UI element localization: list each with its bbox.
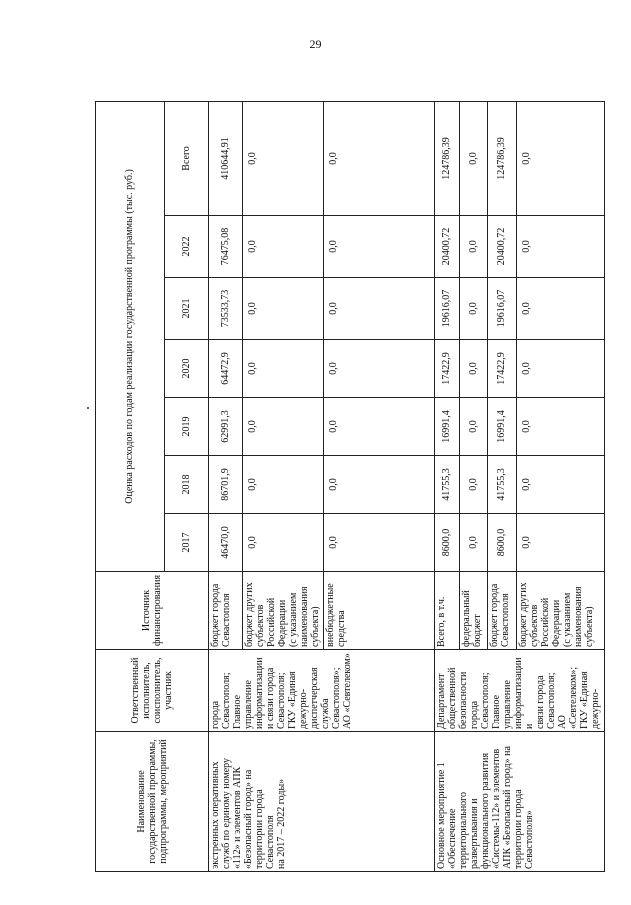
value-cell: 20400,72 (488, 216, 517, 278)
value-cell: 0,0 (324, 398, 435, 456)
value-cell: 0,0 (516, 514, 604, 572)
value-cell: 8600,0 (435, 514, 459, 572)
value-cell: 0,0 (459, 456, 488, 514)
header-year: 2021 (164, 278, 208, 340)
responsible-cell: города Севастополя; Главное управление информатизации и связи города Севастополя; ГКУ «Единая дежурно- диспетчерская служба Севастополя»; АО «Севтелеком» (209, 650, 435, 732)
value-cell: 0,0 (459, 398, 488, 456)
value-cell: 17422,9 (435, 340, 459, 398)
value-cell: 62991,3 (209, 398, 243, 456)
value-cell: 0,0 (243, 216, 324, 278)
total-cell: 124786,39 (488, 101, 517, 215)
value-cell: 16991,4 (488, 398, 517, 456)
value-cell: 0,0 (516, 340, 604, 398)
value-cell: 19616,07 (435, 278, 459, 340)
header-source: Источник финансирования (96, 572, 209, 650)
value-cell: 0,0 (516, 216, 604, 278)
source-cell: бюджет других субъектов Российской Федерации (с указанием наименования субъекта) (243, 572, 324, 650)
header-year: 2017 (164, 514, 208, 572)
responsible-cell: Департамент общественной безопасности города Севастополя; Главное управление информатизации и связи города Севастополя; АО «Севтелеком»; ГКУ «Единая дежурно- (435, 650, 605, 732)
value-cell: 46470,0 (209, 514, 243, 572)
source-cell: бюджет города Севастополя (209, 572, 243, 650)
value-cell: 0,0 (324, 514, 435, 572)
rotated-table-container (95, 102, 605, 872)
value-cell: 0,0 (324, 456, 435, 514)
value-cell: 73533,73 (209, 278, 243, 340)
value-cell: 41755,3 (488, 456, 517, 514)
source-cell: федеральный бюджет (459, 572, 488, 650)
source-cell: внебюджетные средства (324, 572, 435, 650)
total-cell: 0,0 (516, 101, 604, 215)
header-total: Всего (164, 101, 208, 215)
scan-dot (87, 407, 89, 409)
header-responsible: Ответственный исполнитель, соисполнитель, участник (96, 650, 209, 732)
total-cell: 124786,39 (435, 101, 459, 215)
header-estimate: Оценка расходов по годам реализации государственной программы (тыс. руб.) (96, 101, 165, 571)
value-cell: 0,0 (324, 216, 435, 278)
value-cell: 0,0 (516, 398, 604, 456)
value-cell: 86701,9 (209, 456, 243, 514)
header-name: Наименование государственной программы, подпрограммы, мероприятий (96, 732, 209, 872)
value-cell: 0,0 (324, 278, 435, 340)
table-header-row (96, 101, 165, 871)
value-cell: 20400,72 (435, 216, 459, 278)
value-cell: 0,0 (459, 340, 488, 398)
value-cell: 0,0 (324, 340, 435, 398)
total-cell: 0,0 (324, 101, 435, 215)
value-cell: 0,0 (243, 340, 324, 398)
value-cell: 0,0 (516, 456, 604, 514)
source-cell: бюджет города Севастополя (488, 572, 517, 650)
value-cell: 0,0 (243, 456, 324, 514)
value-cell: 76475,08 (209, 216, 243, 278)
value-cell: 0,0 (459, 278, 488, 340)
expenditure-table (95, 101, 605, 872)
value-cell: 0,0 (516, 278, 604, 340)
value-cell: 41755,3 (435, 456, 459, 514)
value-cell: 19616,07 (488, 278, 517, 340)
value-cell: 64472,9 (209, 340, 243, 398)
program-name-cell: экстренных оперативных служб по единому номеру «112» и элементов АПК «Безопасный город» на территории города Севастополя на 2017 – 2022 годы» (209, 732, 435, 872)
value-cell: 17422,9 (488, 340, 517, 398)
value-cell: 0,0 (243, 398, 324, 456)
total-cell: 0,0 (243, 101, 324, 215)
program-name-cell: Основное мероприятие 1 «Обеспечение территориального развертывания и функционального развития «Системы-112» и элементов АПК «Безопасный город» на территории города Севастополя» (435, 732, 605, 872)
value-cell: 0,0 (243, 278, 324, 340)
page-number: 29 (309, 37, 322, 51)
table-row (435, 101, 459, 871)
total-cell: 0,0 (459, 101, 488, 215)
source-cell: бюджет других субъектов Российской Федерации (с указанием наименования субъекта) (516, 572, 604, 650)
header-year: 2019 (164, 398, 208, 456)
header-year: 2022 (164, 216, 208, 278)
header-year: 2020 (164, 340, 208, 398)
value-cell: 8600,0 (488, 514, 517, 572)
header-year: 2018 (164, 456, 208, 514)
source-cell: Всего, в т.ч. (435, 572, 459, 650)
value-cell: 0,0 (459, 514, 488, 572)
value-cell: 0,0 (243, 514, 324, 572)
total-cell: 410644,91 (209, 101, 243, 215)
table-row (209, 101, 243, 871)
value-cell: 16991,4 (435, 398, 459, 456)
value-cell: 0,0 (459, 216, 488, 278)
